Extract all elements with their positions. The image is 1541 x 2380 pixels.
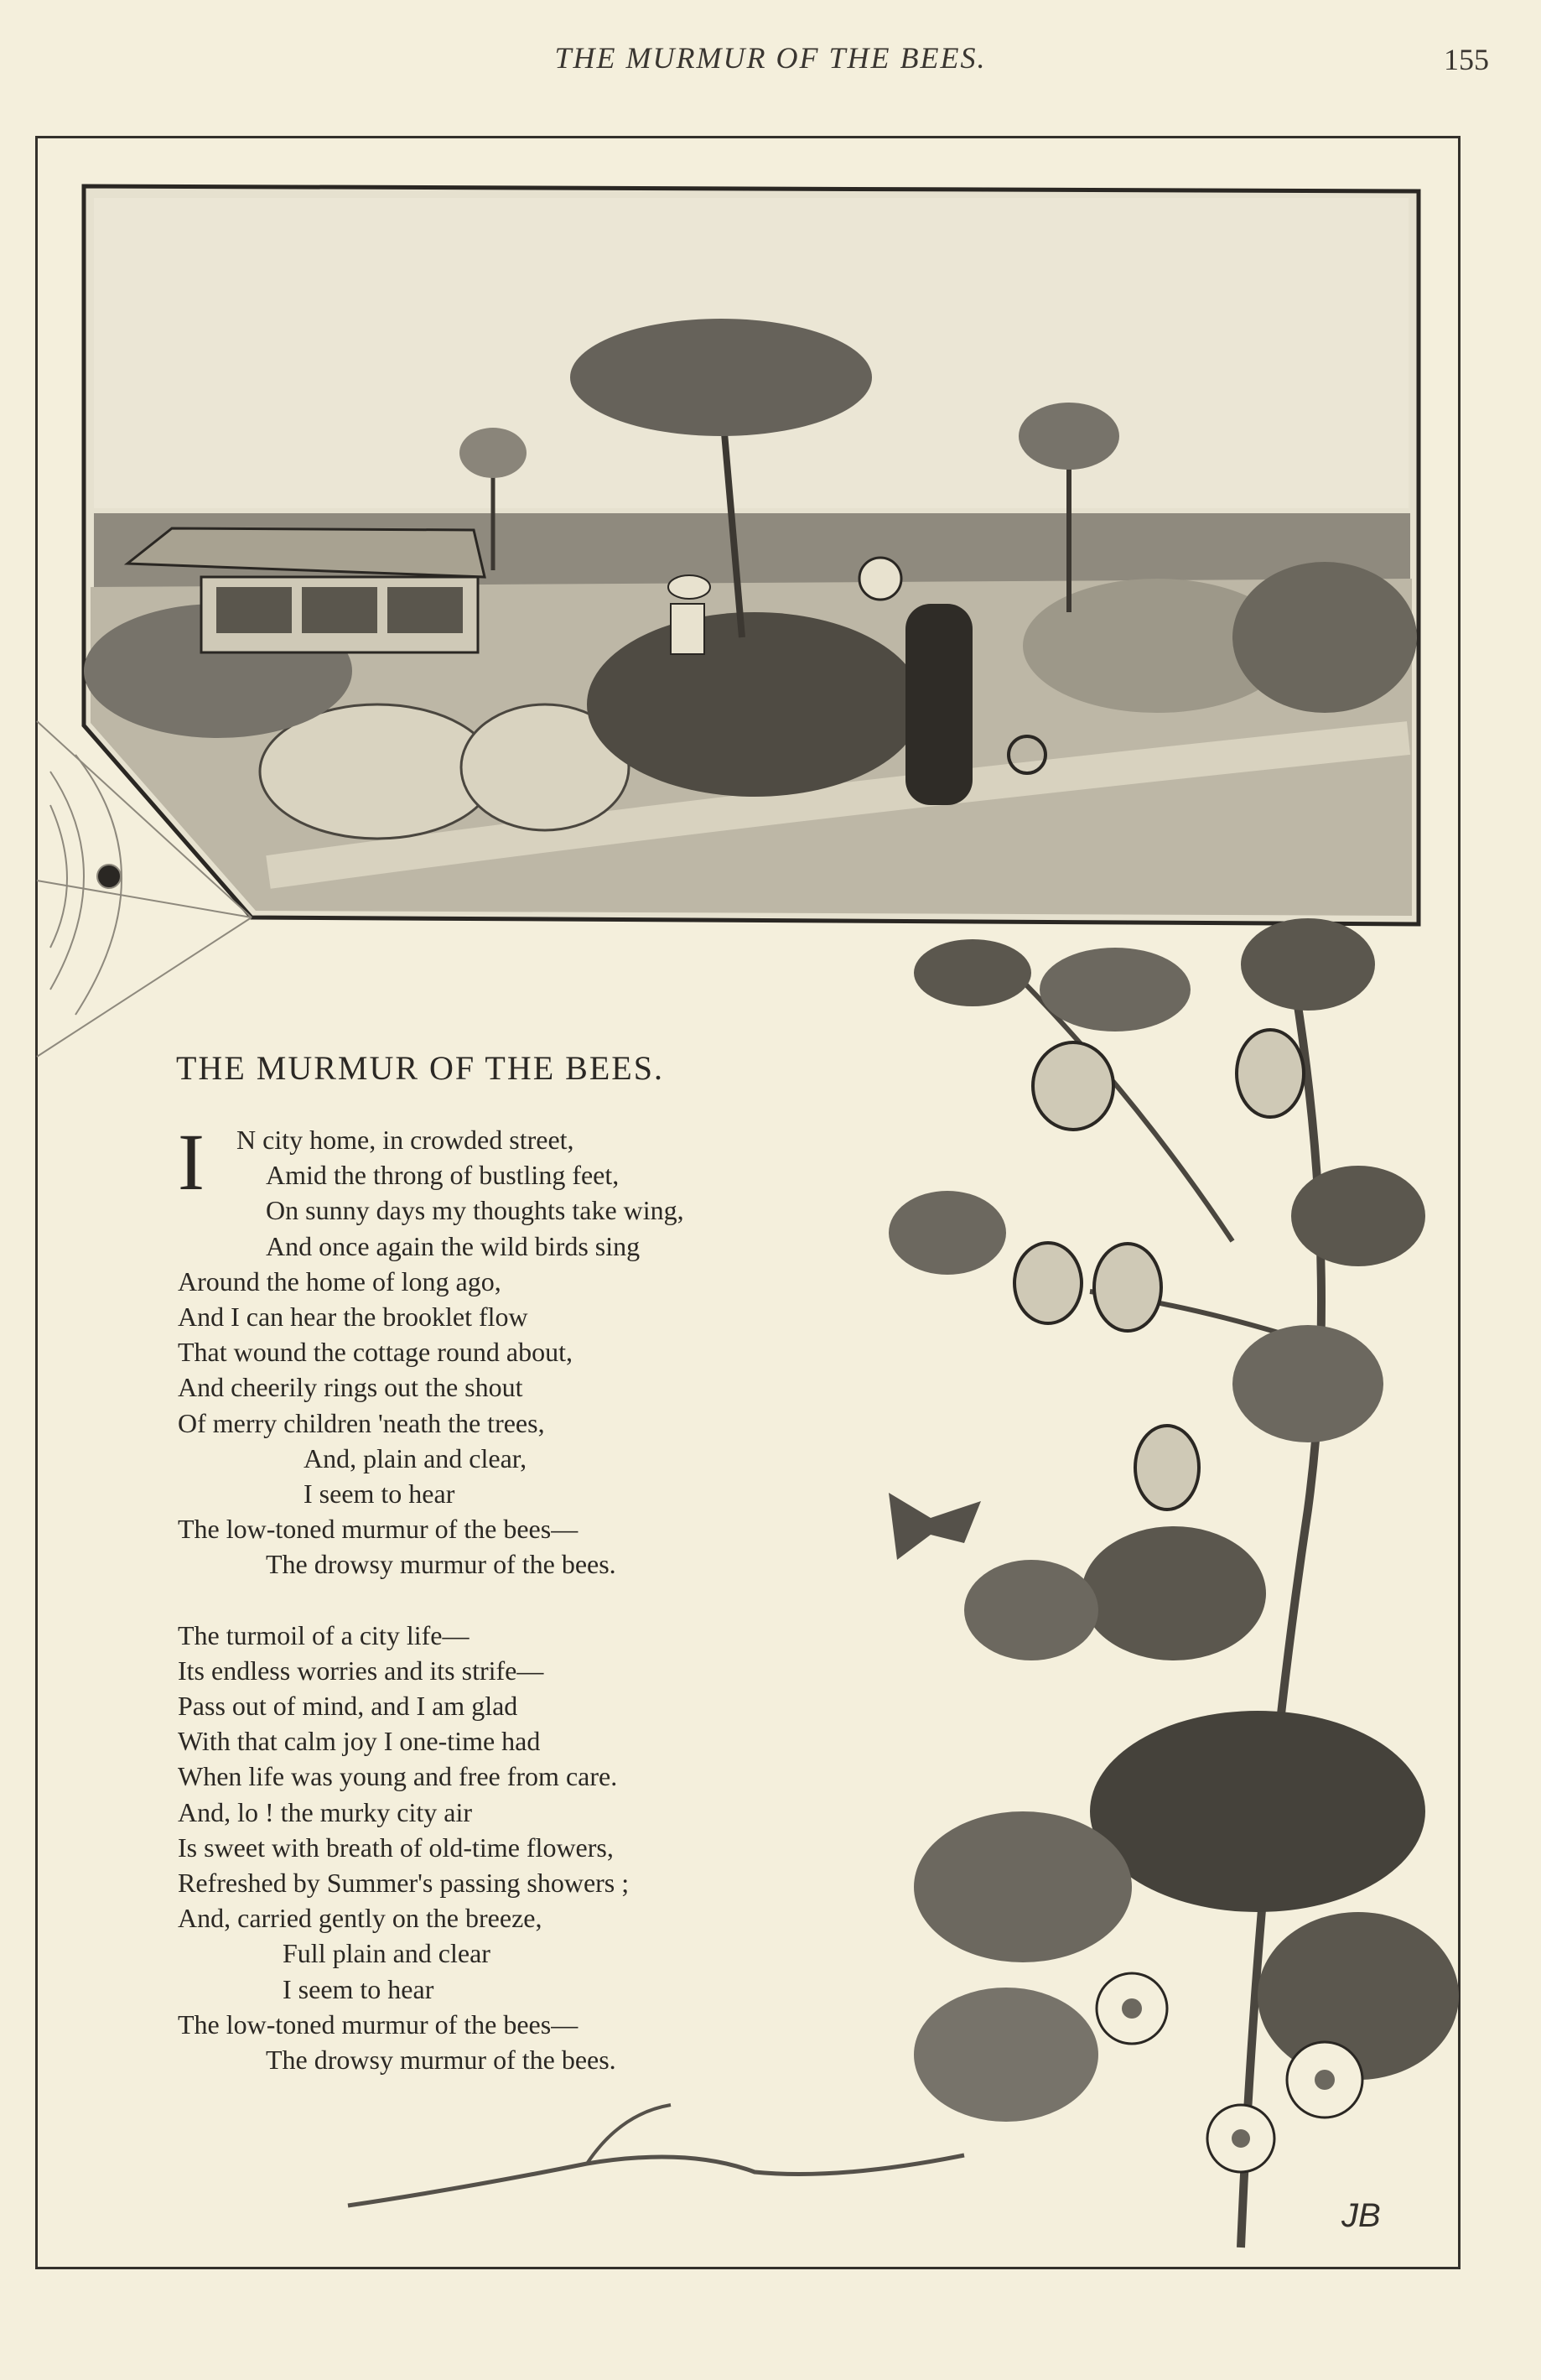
- drop-cap: I: [178, 1117, 205, 1207]
- poem-line: With that calm joy I one-time had: [178, 1726, 541, 1757]
- poem-line: And once again the wild birds sing: [266, 1230, 641, 1261]
- poem-line: Is sweet with breath of old-time flowers,: [178, 1832, 614, 1863]
- poem-line: And, carried gently on the breeze,: [178, 1903, 542, 1934]
- poem-line: And I can hear the brooklet flow: [178, 1302, 528, 1333]
- poem-line: I seem to hear: [304, 1478, 455, 1510]
- running-head: THE MURMUR OF THE BEES.: [554, 41, 987, 75]
- poem-line: And, lo ! the murky city air: [178, 1796, 473, 1827]
- poem-line: The low-toned murmur of the bees—: [178, 1514, 579, 1545]
- poem-line: Of merry children 'neath the trees,: [178, 1407, 545, 1438]
- poem-line: I seem to hear: [283, 1973, 434, 2004]
- poem-line: The low-toned murmur of the bees—: [178, 2008, 579, 2040]
- poem-line: And, plain and clear,: [304, 1442, 527, 1473]
- poem-line: The drowsy murmur of the bees.: [266, 1549, 616, 1580]
- poem-line: Around the home of long ago,: [178, 1265, 501, 1297]
- poem-line: That wound the cottage round about,: [178, 1337, 573, 1368]
- poem-line: Refreshed by Summer's passing showers ;: [178, 1868, 630, 1899]
- poem-line: Pass out of mind, and I am glad: [178, 1691, 518, 1722]
- stanza-1: [178, 1117, 932, 1582]
- poem-line: Amid the throng of bustling feet,: [266, 1160, 620, 1191]
- poem-line: N city home, in crowded street,: [236, 1125, 574, 1155]
- poem-line: Full plain and clear: [283, 1938, 490, 1969]
- poem-line: And cheerily rings out the shout: [178, 1372, 523, 1403]
- garden-scene-panel: [84, 186, 1419, 924]
- poem-line: The drowsy murmur of the bees.: [266, 2045, 616, 2076]
- poem-line: On sunny days my thoughts take wing,: [266, 1195, 684, 1226]
- poem-line: When life was young and free from care.: [178, 1761, 618, 1792]
- artist-monogram: JB: [1341, 2197, 1381, 2234]
- poem-line: Its endless worries and its strife—: [178, 1655, 544, 1686]
- stanza-2: [178, 1618, 932, 2078]
- poem-line: The turmoil of a city life—: [178, 1619, 470, 1650]
- poem-title: THE MURMUR OF THE BEES.: [176, 1049, 664, 1087]
- page-number: 155: [1444, 43, 1489, 76]
- poem-body: [178, 1117, 932, 2112]
